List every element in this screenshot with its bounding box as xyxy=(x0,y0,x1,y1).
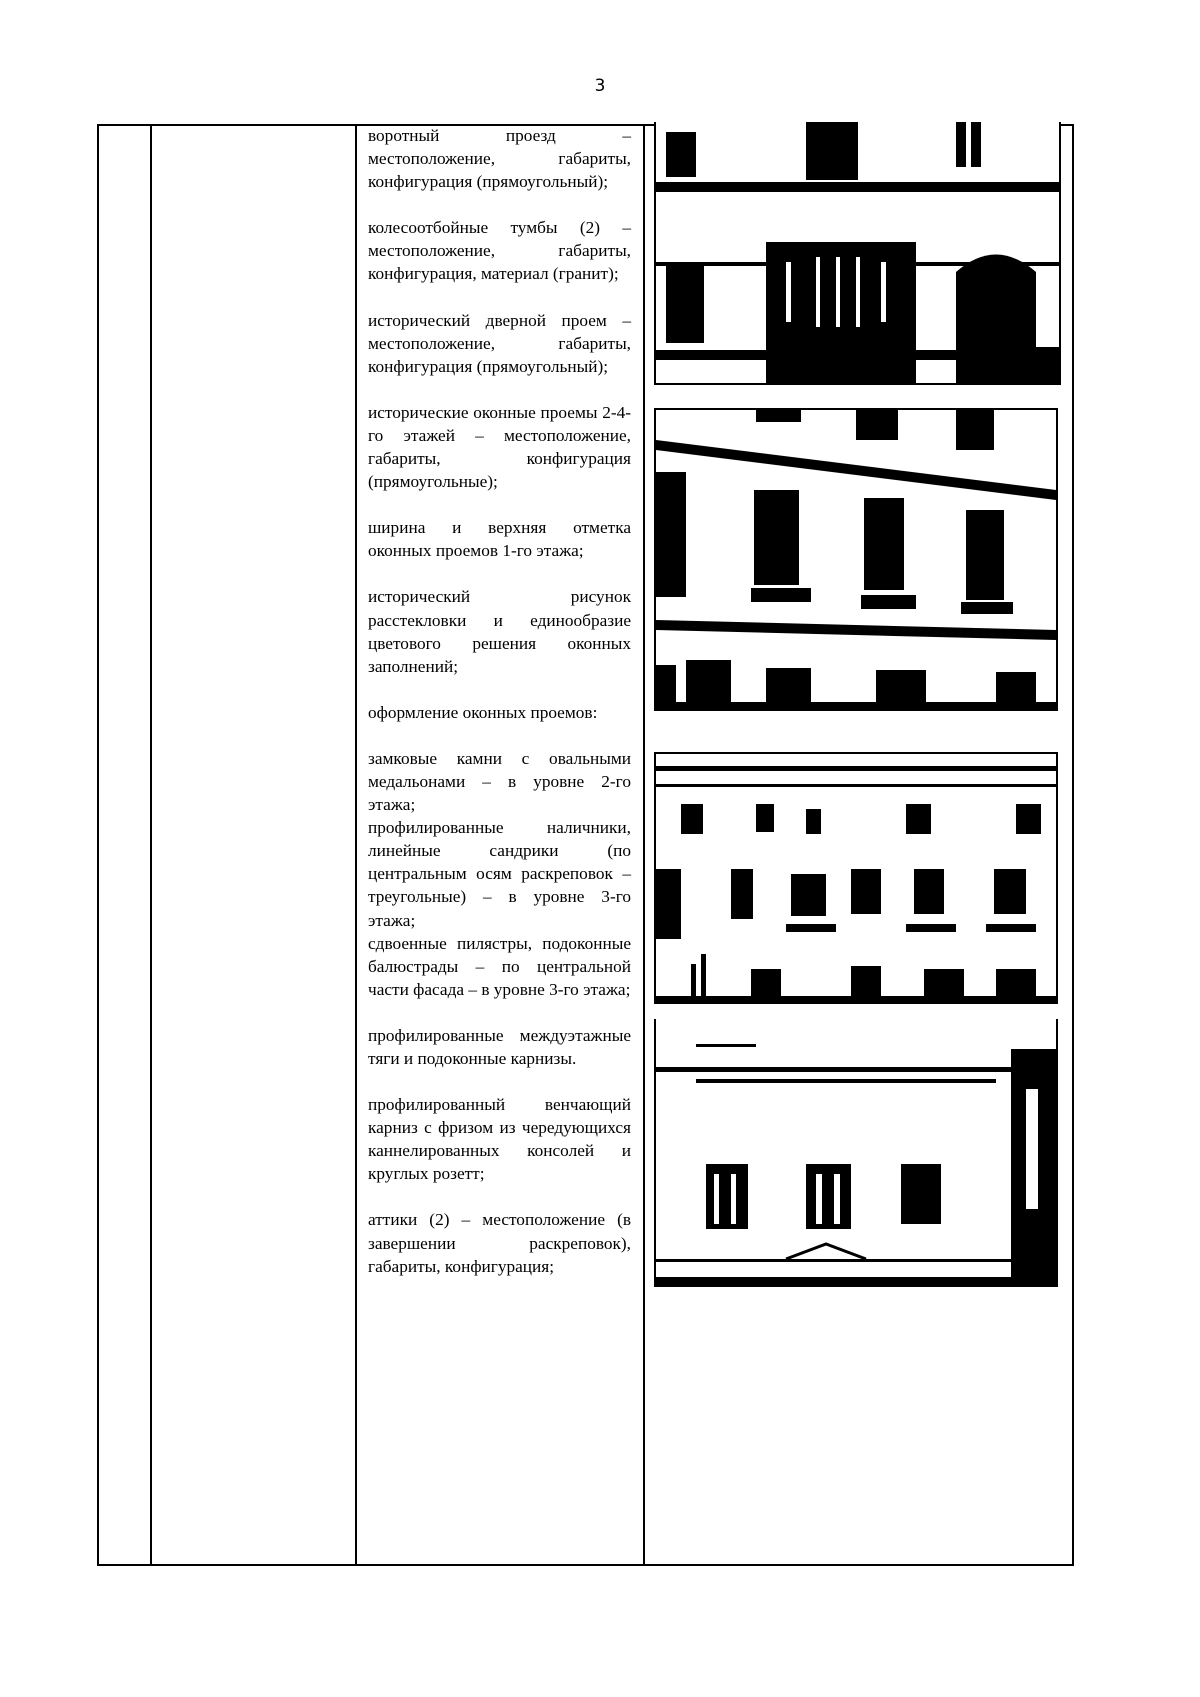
table-bottom-border xyxy=(97,1564,1074,1566)
heritage-table xyxy=(97,124,1074,1566)
column-divider-3 xyxy=(643,124,645,1566)
feature-block xyxy=(368,1093,631,1185)
feature-block xyxy=(368,747,631,1001)
feature-text: оформление оконных проемов: xyxy=(368,702,598,722)
feature-block xyxy=(368,1208,631,1277)
feature-text: сдвоенные пилястры, подоконные балюстрады – по центральной части фасада – в уровне 3-го этажа; xyxy=(368,933,631,999)
feature-block xyxy=(368,309,631,378)
table-right-border xyxy=(1072,124,1074,1566)
feature-text: профилированные наличники, линейные сандрики (по центральным осям раскреповок – треугольные) – в уровне 3-го этажа; xyxy=(368,818,631,930)
page-number: 3 xyxy=(594,76,606,96)
feature-text: аттики (2) – местоположение (в завершении раскреповок), габариты, конфигурация; xyxy=(368,1210,631,1276)
feature-block xyxy=(368,124,631,193)
feature-block xyxy=(368,701,631,724)
feature-text: колесоотбойные тумбы (2) – местоположение, габариты, конфигурация, материал (гранит); xyxy=(368,218,631,284)
feature-text: ширина и верхняя отметка оконных проемов 1-го этажа; xyxy=(368,518,631,561)
photo-upper-floors-facade xyxy=(654,408,1058,711)
column-divider-1 xyxy=(150,124,152,1566)
feature-block xyxy=(368,516,631,562)
photo-balustrade-facade xyxy=(654,752,1058,1004)
feature-text: профилированный венчающий карниз с фризом из чередующихся каннелированных консолей и круглых розетт; xyxy=(368,1095,631,1184)
feature-text: замковые камни с овальными медальонами – в уровне 2-го этажа; xyxy=(368,748,631,815)
protected-features-column xyxy=(367,124,631,1301)
photo-attic-facade xyxy=(654,1019,1058,1287)
feature-text: воротный проезд – местоположение, габариты, конфигурация (прямоугольный); xyxy=(368,126,631,192)
feature-block xyxy=(368,401,631,493)
column-divider-2 xyxy=(355,124,357,1566)
feature-text: профилированные междуэтажные тяги и подоконные карнизы. xyxy=(368,1025,631,1068)
feature-block xyxy=(368,216,631,285)
feature-block xyxy=(368,1024,631,1070)
photo-gateway-facade xyxy=(654,122,1061,385)
table-left-border xyxy=(97,124,99,1566)
feature-text: исторические оконные проемы 2-4-го этажей – местоположение, габариты, конфигурация (прямоугольные); xyxy=(368,402,631,492)
feature-text: исторический рисунок расстекловки и единообразие цветового решения оконных заполнений; xyxy=(368,587,631,676)
feature-text: исторический дверной проем – местоположение, габариты, конфигурация (прямоугольный); xyxy=(368,310,631,376)
feature-block xyxy=(368,585,631,677)
